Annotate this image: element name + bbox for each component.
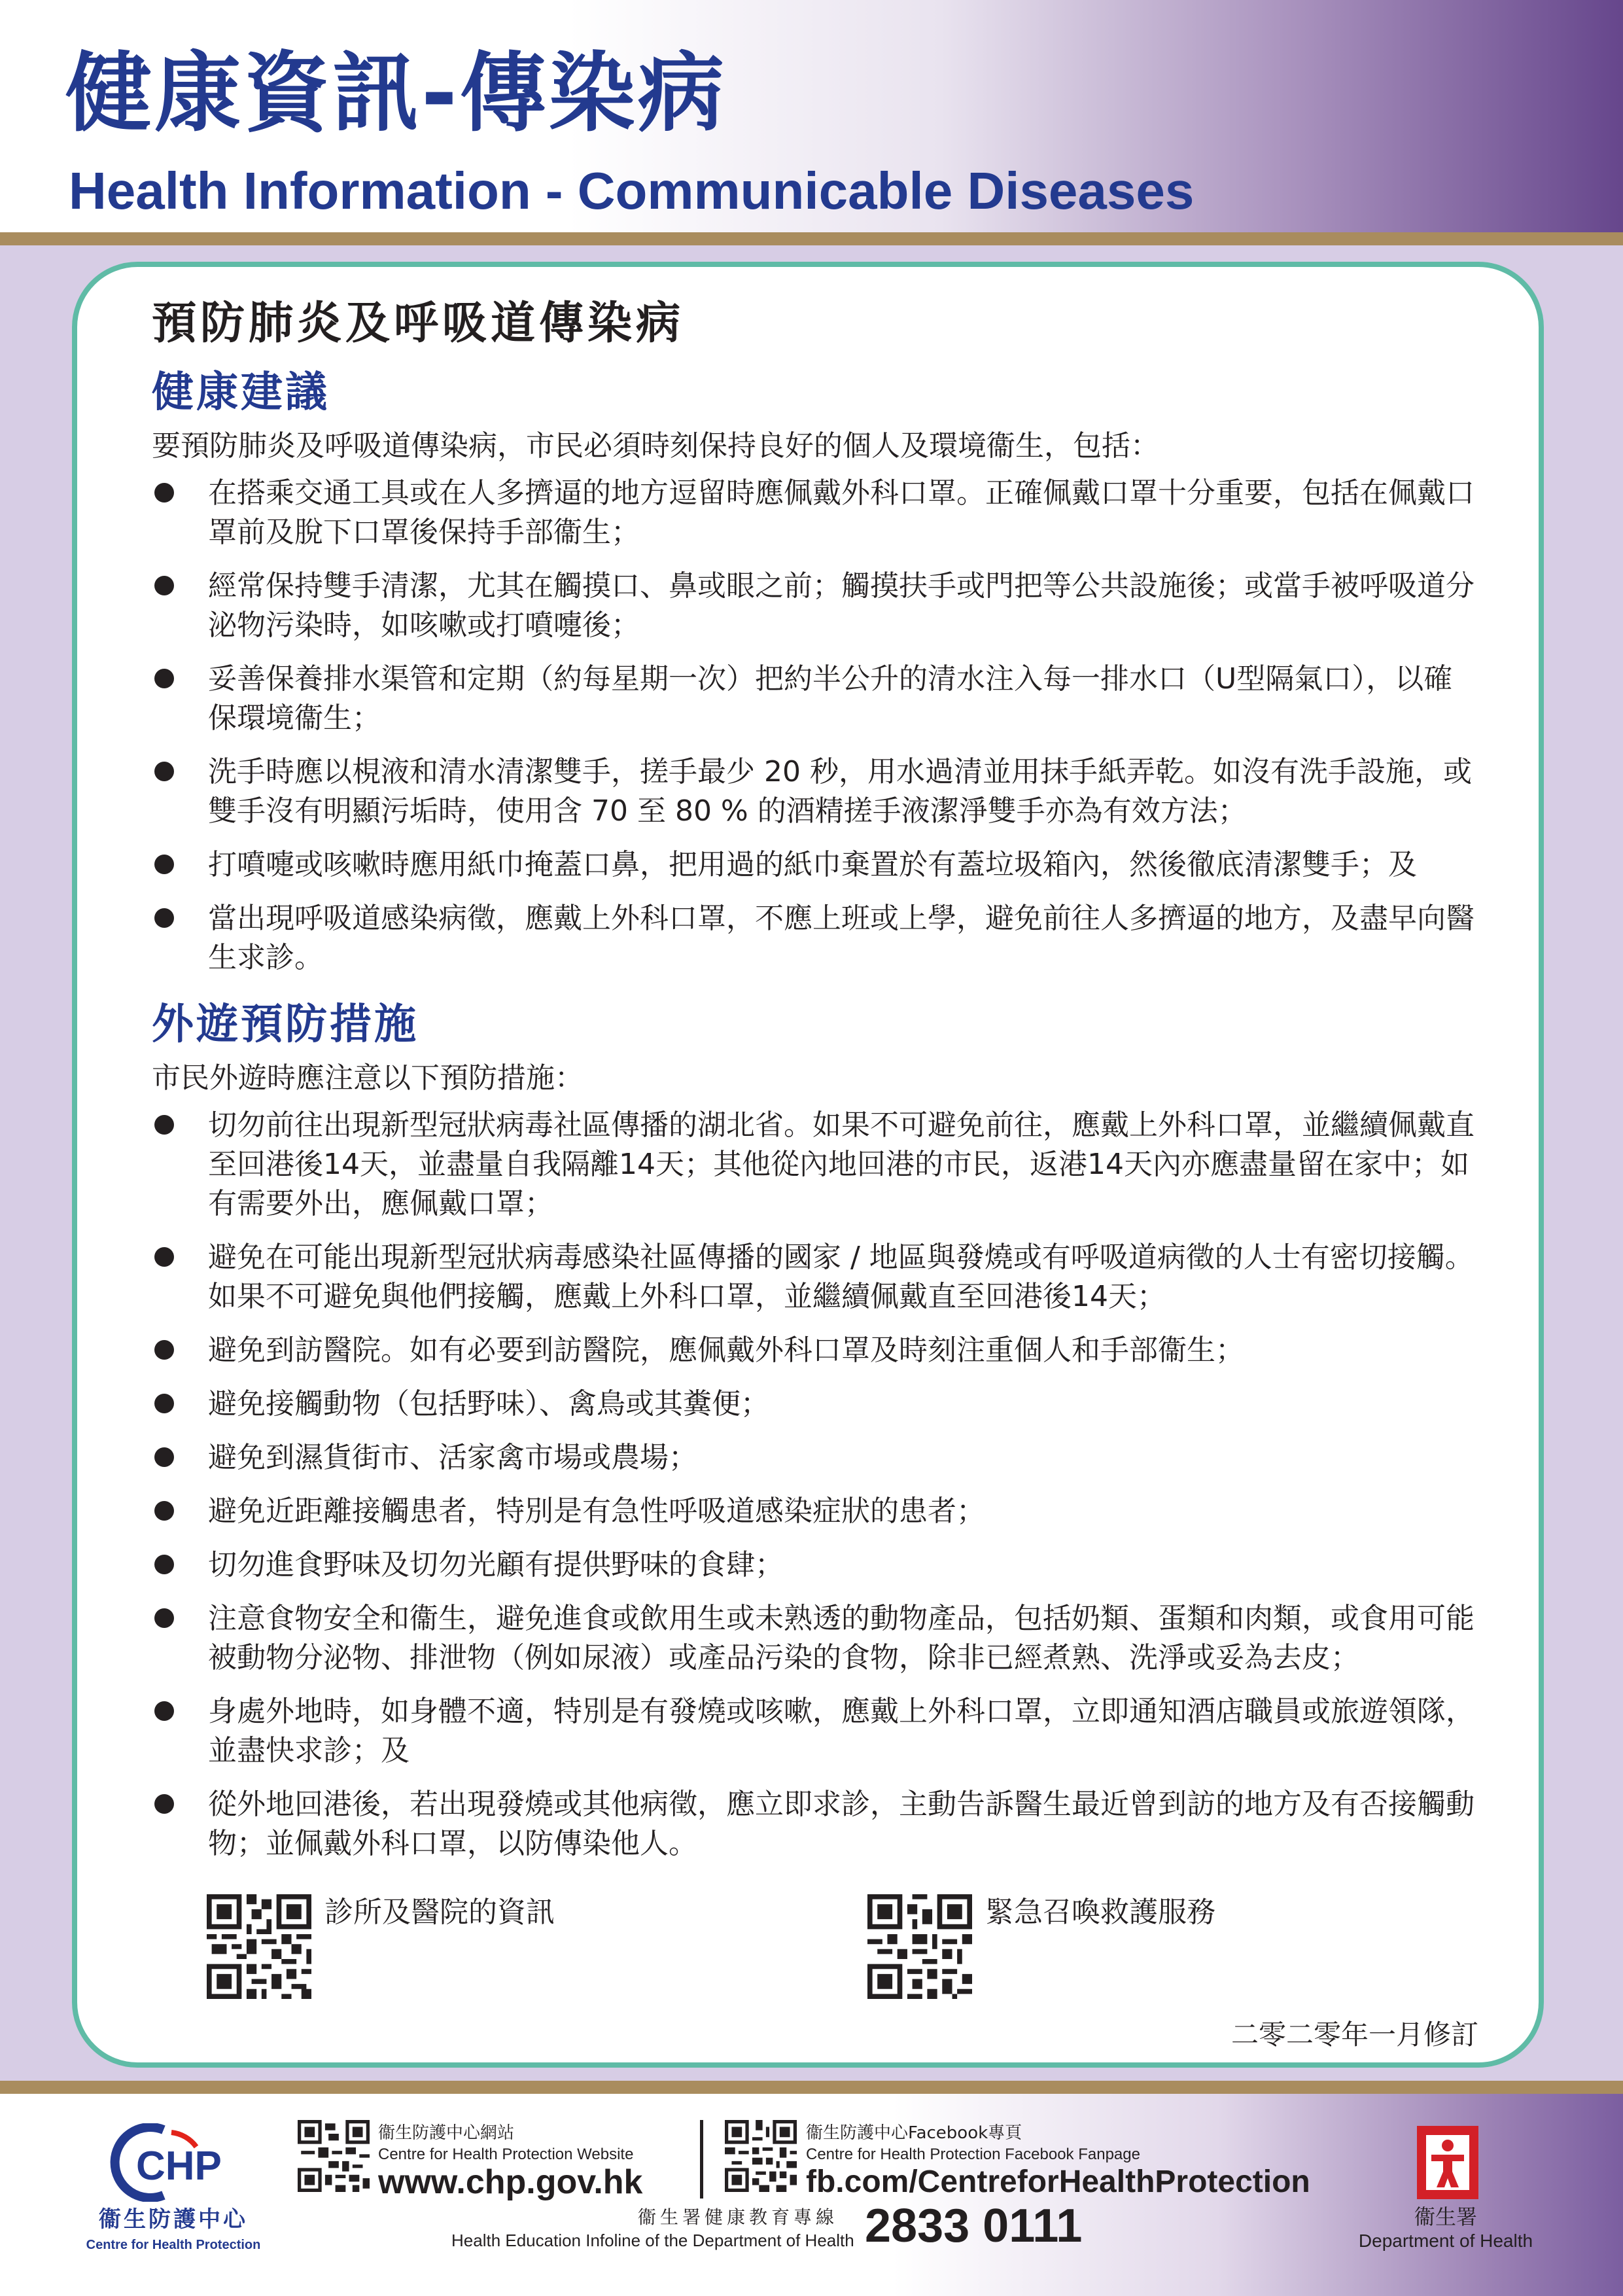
qr-code-icon[interactable] — [725, 2120, 797, 2192]
doh-name-en: Department of Health — [1358, 2231, 1533, 2251]
list-item: 經常保持雙手清潔，尤其在觸摸口、鼻或眼之前；觸摸扶手或門把等公共設施後；或當手被呼吸道分泌物污染時，如咳嗽或打噴嚏後； — [152, 567, 1480, 645]
list-item: 避免到濕貨街市、活家禽市場或農場； — [152, 1438, 1480, 1477]
list-item: 切勿進食野味及切勿光顧有提供野味的食肆； — [152, 1545, 1480, 1585]
bullet-icon — [154, 483, 174, 503]
chp-name-zh: 衞生防護中心 — [99, 2206, 248, 2233]
list-item: 避免在可能出現新型冠狀病毒感染社區傳播的國家 / 地區與發燒或有呼吸道病徵的人士有密切接觸。如果不可避免與他們接觸，應戴上外科口罩，並繼續佩戴直至回港後14天； — [152, 1238, 1480, 1316]
bullet-icon — [154, 1115, 174, 1135]
doh-name-zh: 衞生署 — [1414, 2204, 1477, 2229]
department-of-health-logo-icon — [1412, 2123, 1484, 2202]
facebook-link[interactable]: fb.com/CentreforHealthProtection — [806, 2164, 1310, 2199]
header — [0, 0, 1623, 232]
bullet-icon — [154, 1794, 174, 1814]
travel-measures-list — [152, 1106, 1480, 1863]
bullet-icon — [154, 855, 174, 874]
bullet-icon — [154, 1501, 174, 1521]
list-item: 洗手時應以梘液和清水清潔雙手，搓手最少 20 秒，用水過清並用抹手紙弄乾。如沒有洗手設施，或雙手沒有明顯污垢時，使用含 70 至 80 % 的酒精搓手液潔淨雙手亦為有效方法； — [152, 752, 1480, 831]
website-link[interactable]: www.chp.gov.hk — [378, 2163, 643, 2201]
list-item: 避免到訪醫院。如有必要到訪醫院，應佩戴外科口罩及時刻注重個人和手部衞生； — [152, 1331, 1480, 1370]
main-heading: 預防肺炎及呼吸道傳染病 — [152, 298, 685, 349]
page-title-zh: 健康資訊-傳染病 — [65, 43, 727, 144]
facebook-label-zh: 衞生防護中心Facebook專頁 — [806, 2123, 1022, 2143]
bullet-icon — [154, 1701, 174, 1721]
website-label-en: Centre for Health Protection Website — [378, 2146, 634, 2163]
list-item: 避免接觸動物（包括野味）、禽鳥或其糞便； — [152, 1385, 1480, 1424]
chp-logo-icon — [98, 2123, 249, 2202]
bullet-icon — [154, 1447, 174, 1467]
qr-code-icon[interactable] — [207, 1894, 311, 1999]
list-item: 身處外地時，如身體不適，特別是有發燒或咳嗽，應戴上外科口罩，立即通知酒店職員或旅遊領隊，並盡快求診；及 — [152, 1692, 1480, 1771]
footer-divider — [0, 2081, 1623, 2094]
chp-name-en: Centre for Health Protection — [86, 2238, 261, 2252]
page-title-en: Health Information - Communicable Diseases — [69, 162, 1195, 220]
website-label-zh: 衞生防護中心網站 — [378, 2123, 515, 2143]
list-item: 切勿前往出現新型冠狀病毒社區傳播的湖北省。如果不可避免前往，應戴上外科口罩，並繼續佩戴直至回港後14天，並盡量自我隔離14天；其他從內地回港的市民，返港14天內亦應盡量留在家中；如有需要外出，應佩戴口罩； — [152, 1106, 1480, 1224]
bullet-icon — [154, 576, 174, 595]
section-intro-health-advice: 要預防肺炎及呼吸道傳染病，市民必須時刻保持良好的個人及環境衞生，包括： — [152, 429, 1159, 463]
list-item: 在搭乘交通工具或在人多擠逼的地方逗留時應佩戴外科口罩。正確佩戴口罩十分重要，包括在佩戴口罩前及脫下口罩後保持手部衞生； — [152, 474, 1480, 552]
revision-date: 二零二零年一月修訂 — [1230, 2019, 1478, 2051]
bullet-icon — [154, 908, 174, 928]
bullet-icon — [154, 1608, 174, 1628]
qr-link-label[interactable]: 診所及醫院的資訊 — [324, 1896, 555, 1929]
hotline-label-en: Health Education Infoline of the Department of Health — [451, 2231, 854, 2250]
bullet-icon — [154, 669, 174, 688]
bullet-icon — [154, 1247, 174, 1267]
bullet-icon — [154, 1340, 174, 1360]
facebook-label-en: Centre for Health Protection Facebook Fanpage — [806, 2146, 1140, 2163]
bullet-icon — [154, 1394, 174, 1413]
bullet-icon — [154, 1555, 174, 1574]
bullet-icon — [154, 762, 174, 781]
list-item: 當出現呼吸道感染病徵，應戴上外科口罩，不應上班或上學，避免前往人多擠逼的地方，及盡早向醫生求診。 — [152, 899, 1480, 978]
hotline-number[interactable]: 2833 0111 — [865, 2200, 1083, 2252]
qr-code-icon[interactable] — [867, 1894, 972, 1999]
qr-link-label[interactable]: 緊急召喚救護服務 — [985, 1896, 1215, 1929]
qr-links — [207, 1894, 1450, 2012]
list-item: 妥善保養排水渠管和定期（約每星期一次）把約半公升的清水注入每一排水口（U型隔氣口），以確保環境衞生； — [152, 660, 1480, 738]
health-advice-list — [152, 474, 1480, 978]
section-heading-travel: 外遊預防措施 — [152, 1000, 419, 1049]
list-item: 從外地回港後，若出現發燒或其他病徵，應立即求診，主動告訴醫生最近曾到訪的地方及有否接觸動物；並佩戴外科口罩，以防傳染他人。 — [152, 1785, 1480, 1863]
header-divider — [0, 232, 1623, 245]
hotline-label-zh: 衞生署健康教育專線 — [638, 2206, 839, 2228]
qr-code-icon[interactable] — [298, 2120, 370, 2192]
footer-separator — [700, 2120, 703, 2199]
list-item: 避免近距離接觸患者，特別是有急性呼吸道感染症狀的患者； — [152, 1492, 1480, 1531]
chp-logo-text: CHP — [136, 2144, 222, 2189]
list-item: 注意食物安全和衞生，避免進食或飲用生或未熟透的動物產品，包括奶類、蛋類和肉類，或食用可能被動物分泌物、排泄物（例如尿液）或產品污染的食物，除非已經煮熟、洗淨或妥為去皮； — [152, 1599, 1480, 1678]
main-content — [152, 288, 1480, 1878]
list-item: 打噴嚏或咳嗽時應用紙巾掩蓋口鼻，把用過的紙巾棄置於有蓋垃圾箱內，然後徹底清潔雙手；及 — [152, 845, 1480, 885]
section-heading-health-advice: 健康建議 — [152, 368, 330, 417]
section-intro-travel: 市民外遊時應注意以下預防措施： — [152, 1061, 584, 1095]
